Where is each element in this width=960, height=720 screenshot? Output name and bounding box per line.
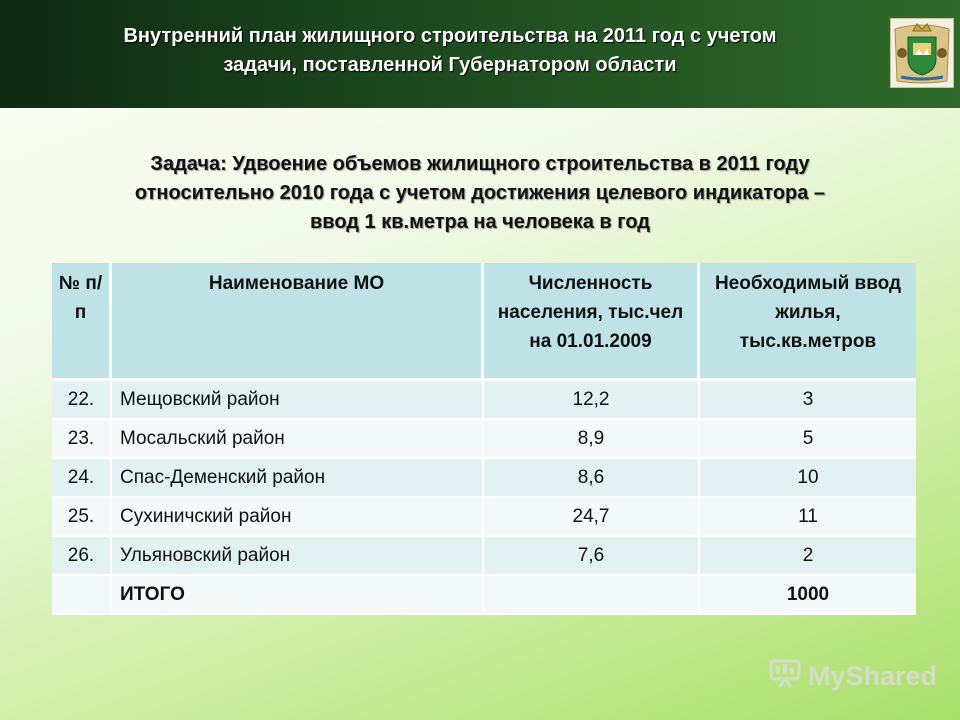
watermark-text: MyShared — [808, 660, 938, 691]
slide-title — [40, 22, 860, 80]
task-statement — [40, 150, 920, 237]
table-total-row — [52, 576, 916, 615]
coat-of-arms-icon — [890, 18, 954, 88]
header-num: № п/п — [52, 263, 112, 381]
presentation-icon — [768, 656, 802, 697]
row-name: Мещовский район — [112, 381, 484, 420]
header-name: Наименование МО — [112, 263, 484, 381]
table-row — [52, 420, 916, 459]
header-housing: Необходимый ввод жилья, тыс.кв.метров — [700, 263, 916, 381]
row-population: 8,6 — [484, 459, 700, 498]
row-housing: 2 — [700, 537, 916, 576]
task-line-2: относительно 2010 года с учетом достижения целевого индикатора – — [134, 182, 826, 204]
task-line-3: ввод 1 кв.метра на человека в год — [310, 211, 650, 233]
row-num: 22. — [52, 381, 112, 420]
row-housing: 11 — [700, 498, 916, 537]
row-population: 7,6 — [484, 537, 700, 576]
header-population: Численность населения, тыс.чел на 01.01.2009 — [484, 263, 700, 381]
watermark — [768, 656, 937, 696]
row-population: 24,7 — [484, 498, 700, 537]
row-name: Сухиничский район — [112, 498, 484, 537]
row-housing: 3 — [700, 381, 916, 420]
row-num: 24. — [52, 459, 112, 498]
row-housing: 5 — [700, 420, 916, 459]
row-name: Мосальский район — [112, 420, 484, 459]
slide-title-line-2: задачи, поставленной Губернатором области — [223, 54, 677, 76]
total-population — [484, 576, 700, 615]
table-row — [52, 459, 916, 498]
total-housing: 1000 — [700, 576, 916, 615]
housing-plan-table — [52, 263, 916, 615]
table-header-row — [52, 263, 916, 381]
total-num — [52, 576, 112, 615]
row-num: 25. — [52, 498, 112, 537]
table-row — [52, 498, 916, 537]
table-row — [52, 537, 916, 576]
row-population: 8,9 — [484, 420, 700, 459]
row-name: Ульяновский район — [112, 537, 484, 576]
row-population: 12,2 — [484, 381, 700, 420]
row-num: 26. — [52, 537, 112, 576]
task-line-1: Задача: Удвоение объемов жилищного строительства в 2011 году — [150, 153, 810, 175]
row-num: 23. — [52, 420, 112, 459]
row-housing: 10 — [700, 459, 916, 498]
total-label: ИТОГО — [112, 576, 484, 615]
header-bar — [0, 0, 960, 108]
slide-title-line-1: Внутренний план жилищного строительства на 2011 год с учетом — [123, 25, 777, 47]
table-row — [52, 381, 916, 420]
row-name: Спас-Деменский район — [112, 459, 484, 498]
